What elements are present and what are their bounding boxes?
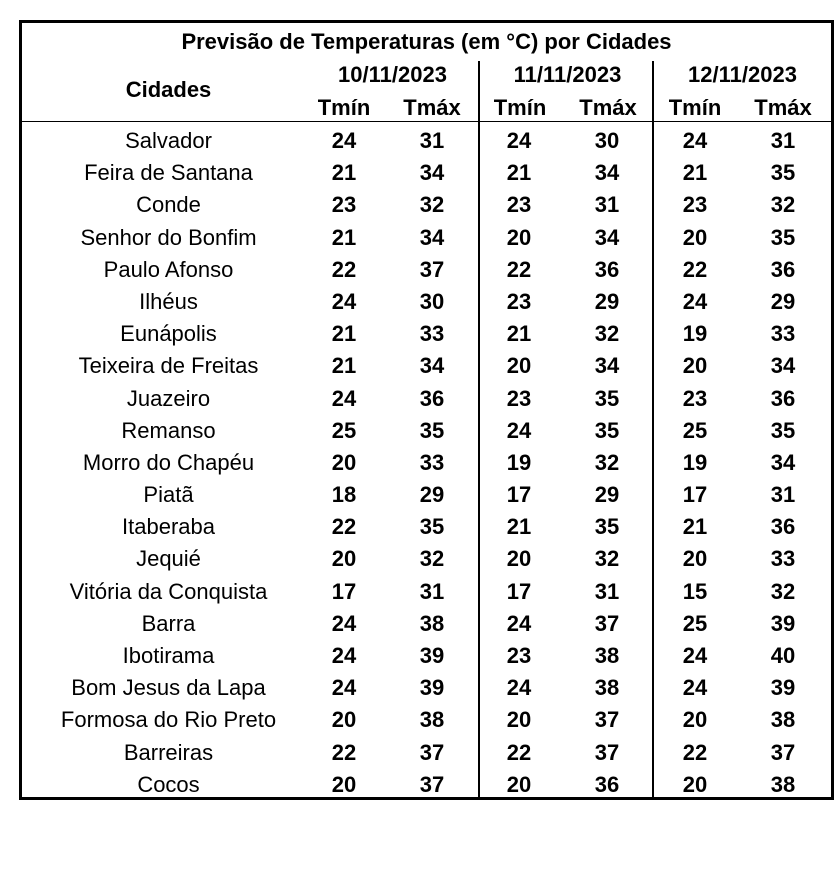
city-name: Conde xyxy=(136,192,201,218)
tmax-value: 35 xyxy=(770,224,796,250)
tmin-value: 22 xyxy=(506,739,532,765)
column-header-tmin-2: Tmín xyxy=(493,95,547,120)
tmin-value: 24 xyxy=(682,288,708,314)
tmax-value: 37 xyxy=(594,610,620,636)
city-name: Piatã xyxy=(143,482,194,508)
table-row xyxy=(22,318,831,350)
tmin-value: 20 xyxy=(506,353,532,379)
tmin-value: 20 xyxy=(331,546,357,572)
tmin-value: 20 xyxy=(506,707,532,733)
tmax-value: 39 xyxy=(770,610,796,636)
city-name: Jequié xyxy=(136,546,201,572)
tmin-value: 20 xyxy=(506,224,532,250)
city-name: Morro do Chapéu xyxy=(82,449,255,475)
tmin-value: 23 xyxy=(506,643,532,668)
tmax-value: 33 xyxy=(419,321,445,347)
tmax-value: 32 xyxy=(419,192,445,218)
tmin-value: 25 xyxy=(682,610,708,636)
tmax-value: 37 xyxy=(419,771,445,797)
tmax-value: 32 xyxy=(419,546,445,572)
table-row xyxy=(22,222,831,254)
tmin-value: 22 xyxy=(682,256,708,282)
column-header-tmax-1: Tmáx xyxy=(403,95,461,120)
tmax-value: 31 xyxy=(770,128,796,153)
tmin-value: 19 xyxy=(506,449,532,475)
tmax-value: 39 xyxy=(419,643,445,668)
tmin-value: 20 xyxy=(682,707,708,733)
tmin-value: 25 xyxy=(682,417,708,443)
tmax-value: 36 xyxy=(594,771,620,797)
tmax-value: 35 xyxy=(594,514,620,540)
tmin-value: 24 xyxy=(506,128,532,153)
tmax-value: 31 xyxy=(419,578,445,604)
column-header-tmin-1: Tmín xyxy=(317,95,371,120)
tmax-value: 35 xyxy=(594,385,620,411)
table-row xyxy=(22,125,831,157)
tmin-value: 21 xyxy=(331,353,357,379)
tmin-value: 24 xyxy=(506,417,532,443)
tmin-value: 23 xyxy=(506,385,532,411)
tmin-value: 22 xyxy=(506,256,532,282)
tmin-value: 24 xyxy=(331,675,357,701)
tmin-value: 23 xyxy=(331,192,357,218)
tmax-value: 31 xyxy=(594,192,620,218)
tmin-value: 20 xyxy=(682,546,708,572)
tmax-value: 31 xyxy=(419,128,445,153)
city-name: Salvador xyxy=(125,128,212,153)
tmax-value: 30 xyxy=(594,128,620,153)
table-row xyxy=(22,704,831,736)
table-row xyxy=(22,769,831,801)
tmin-value: 23 xyxy=(682,385,708,411)
tmax-value: 35 xyxy=(419,417,445,443)
tmax-value: 35 xyxy=(594,417,620,443)
tmin-value: 21 xyxy=(506,321,532,347)
tmin-value: 22 xyxy=(331,514,357,540)
tmax-value: 34 xyxy=(419,224,445,250)
tmin-value: 24 xyxy=(331,385,357,411)
table-row xyxy=(22,383,831,415)
tmin-value: 22 xyxy=(331,739,357,765)
city-name: Feira de Santana xyxy=(84,160,253,186)
tmin-value: 20 xyxy=(682,771,708,797)
tmax-value: 40 xyxy=(770,643,796,668)
header-divider xyxy=(22,121,831,122)
tmin-value: 21 xyxy=(682,514,708,540)
city-name: Paulo Afonso xyxy=(103,256,234,282)
tmin-value: 21 xyxy=(331,224,357,250)
tmin-value: 21 xyxy=(331,321,357,347)
tmin-value: 15 xyxy=(682,578,708,604)
city-name: Teixeira de Freitas xyxy=(78,353,259,379)
tmax-value: 37 xyxy=(594,739,620,765)
tmin-value: 24 xyxy=(331,610,357,636)
city-name: Itaberaba xyxy=(122,514,215,540)
table-row xyxy=(22,254,831,286)
tmin-value: 20 xyxy=(331,449,357,475)
tmax-value: 31 xyxy=(594,578,620,604)
tmax-value: 37 xyxy=(419,256,445,282)
table-row xyxy=(22,608,831,640)
tmax-value: 34 xyxy=(594,353,620,379)
tmin-value: 24 xyxy=(331,288,357,314)
column-header-tmax-3: Tmáx xyxy=(754,95,812,120)
tmax-value: 36 xyxy=(419,385,445,411)
tmax-value: 39 xyxy=(770,675,796,701)
tmax-value: 38 xyxy=(594,675,620,701)
city-name: Barra xyxy=(141,610,196,636)
table-row xyxy=(22,286,831,318)
tmin-value: 24 xyxy=(682,643,708,668)
city-name: Remanso xyxy=(121,417,216,443)
tmin-value: 23 xyxy=(682,192,708,218)
tmax-value: 36 xyxy=(594,256,620,282)
tmin-value: 19 xyxy=(682,449,708,475)
tmax-value: 35 xyxy=(770,160,796,186)
tmax-value: 29 xyxy=(594,482,620,508)
table-row xyxy=(22,737,831,769)
tmin-value: 18 xyxy=(331,482,357,508)
city-name: Ilhéus xyxy=(139,288,198,314)
tmax-value: 34 xyxy=(770,449,796,475)
tmax-value: 38 xyxy=(770,707,796,733)
tmin-value: 23 xyxy=(506,288,532,314)
tmax-value: 29 xyxy=(770,288,796,314)
table-row xyxy=(22,479,831,511)
tmax-value: 31 xyxy=(770,482,796,508)
table-row xyxy=(22,415,831,447)
tmin-value: 21 xyxy=(506,514,532,540)
tmin-value: 21 xyxy=(506,160,532,186)
tmax-value: 32 xyxy=(594,546,620,572)
tmax-value: 38 xyxy=(770,771,796,797)
column-header-date-1: 10/11/2023 xyxy=(338,62,447,87)
city-name: Eunápolis xyxy=(120,321,217,347)
tmax-value: 39 xyxy=(419,675,445,701)
tmin-value: 24 xyxy=(331,643,357,668)
table-row xyxy=(22,672,831,704)
table-row xyxy=(22,447,831,479)
city-name: Senhor do Bonfim xyxy=(80,224,257,250)
tmin-value: 21 xyxy=(331,160,357,186)
tmin-value: 24 xyxy=(506,610,532,636)
tmin-value: 20 xyxy=(331,707,357,733)
tmax-value: 34 xyxy=(594,160,620,186)
forecast-table xyxy=(19,20,834,800)
tmax-value: 35 xyxy=(770,417,796,443)
table-row xyxy=(22,543,831,575)
city-name: Cocos xyxy=(137,771,200,797)
tmax-value: 33 xyxy=(419,449,445,475)
city-name: Juazeiro xyxy=(126,385,211,411)
tmax-value: 29 xyxy=(594,288,620,314)
table-row xyxy=(22,189,831,221)
city-name: Barreiras xyxy=(123,739,214,765)
table-row xyxy=(22,350,831,382)
tmax-value: 34 xyxy=(770,353,796,379)
column-header-tmax-2: Tmáx xyxy=(579,95,637,120)
tmax-value: 29 xyxy=(419,482,445,508)
city-name: Bom Jesus da Lapa xyxy=(71,675,266,701)
tmax-value: 37 xyxy=(594,707,620,733)
tmax-value: 32 xyxy=(770,192,796,218)
tmax-value: 36 xyxy=(770,385,796,411)
tmin-value: 24 xyxy=(506,675,532,701)
tmax-value: 32 xyxy=(594,449,620,475)
tmin-value: 24 xyxy=(682,128,708,153)
column-header-date-3: 12/11/2023 xyxy=(688,62,797,87)
table-row xyxy=(22,576,831,608)
tmin-value: 20 xyxy=(506,546,532,572)
tmax-value: 34 xyxy=(594,224,620,250)
tmax-value: 33 xyxy=(770,546,796,572)
tmax-value: 30 xyxy=(419,288,445,314)
tmin-value: 20 xyxy=(682,224,708,250)
tmax-value: 34 xyxy=(419,353,445,379)
tmin-value: 17 xyxy=(331,578,357,604)
table-row xyxy=(22,157,831,189)
tmin-value: 20 xyxy=(682,353,708,379)
tmax-value: 35 xyxy=(419,514,445,540)
column-header-cities: Cidades xyxy=(125,77,212,102)
tmax-value: 36 xyxy=(770,514,796,540)
tmin-value: 19 xyxy=(682,321,708,347)
tmin-value: 20 xyxy=(506,771,532,797)
tmax-value: 34 xyxy=(419,160,445,186)
tmax-value: 36 xyxy=(770,256,796,282)
tmin-value: 24 xyxy=(331,128,357,153)
city-name: Ibotirama xyxy=(122,643,215,668)
city-name: Formosa do Rio Preto xyxy=(60,707,277,733)
tmin-value: 25 xyxy=(331,417,357,443)
city-name: Vitória da Conquista xyxy=(69,578,268,604)
tmin-value: 21 xyxy=(682,160,708,186)
tmin-value: 23 xyxy=(506,192,532,218)
tmin-value: 22 xyxy=(682,739,708,765)
tmax-value: 37 xyxy=(419,739,445,765)
tmin-value: 17 xyxy=(506,482,532,508)
tmin-value: 22 xyxy=(331,256,357,282)
tmin-value: 17 xyxy=(682,482,708,508)
tmax-value: 37 xyxy=(770,739,796,765)
tmax-value: 38 xyxy=(594,643,620,668)
table-row xyxy=(22,511,831,543)
tmax-value: 38 xyxy=(419,707,445,733)
table-body xyxy=(22,125,831,801)
tmax-value: 38 xyxy=(419,610,445,636)
tmax-value: 33 xyxy=(770,321,796,347)
table-title: Previsão de Temperaturas (em °C) por Cidades xyxy=(181,29,672,54)
column-header-tmin-3: Tmín xyxy=(668,95,722,120)
tmax-value: 32 xyxy=(594,321,620,347)
tmin-value: 20 xyxy=(331,771,357,797)
tmin-value: 17 xyxy=(506,578,532,604)
tmin-value: 24 xyxy=(682,675,708,701)
column-header-date-2: 11/11/2023 xyxy=(513,62,622,87)
tmax-value: 32 xyxy=(770,578,796,604)
table-row xyxy=(22,640,831,672)
